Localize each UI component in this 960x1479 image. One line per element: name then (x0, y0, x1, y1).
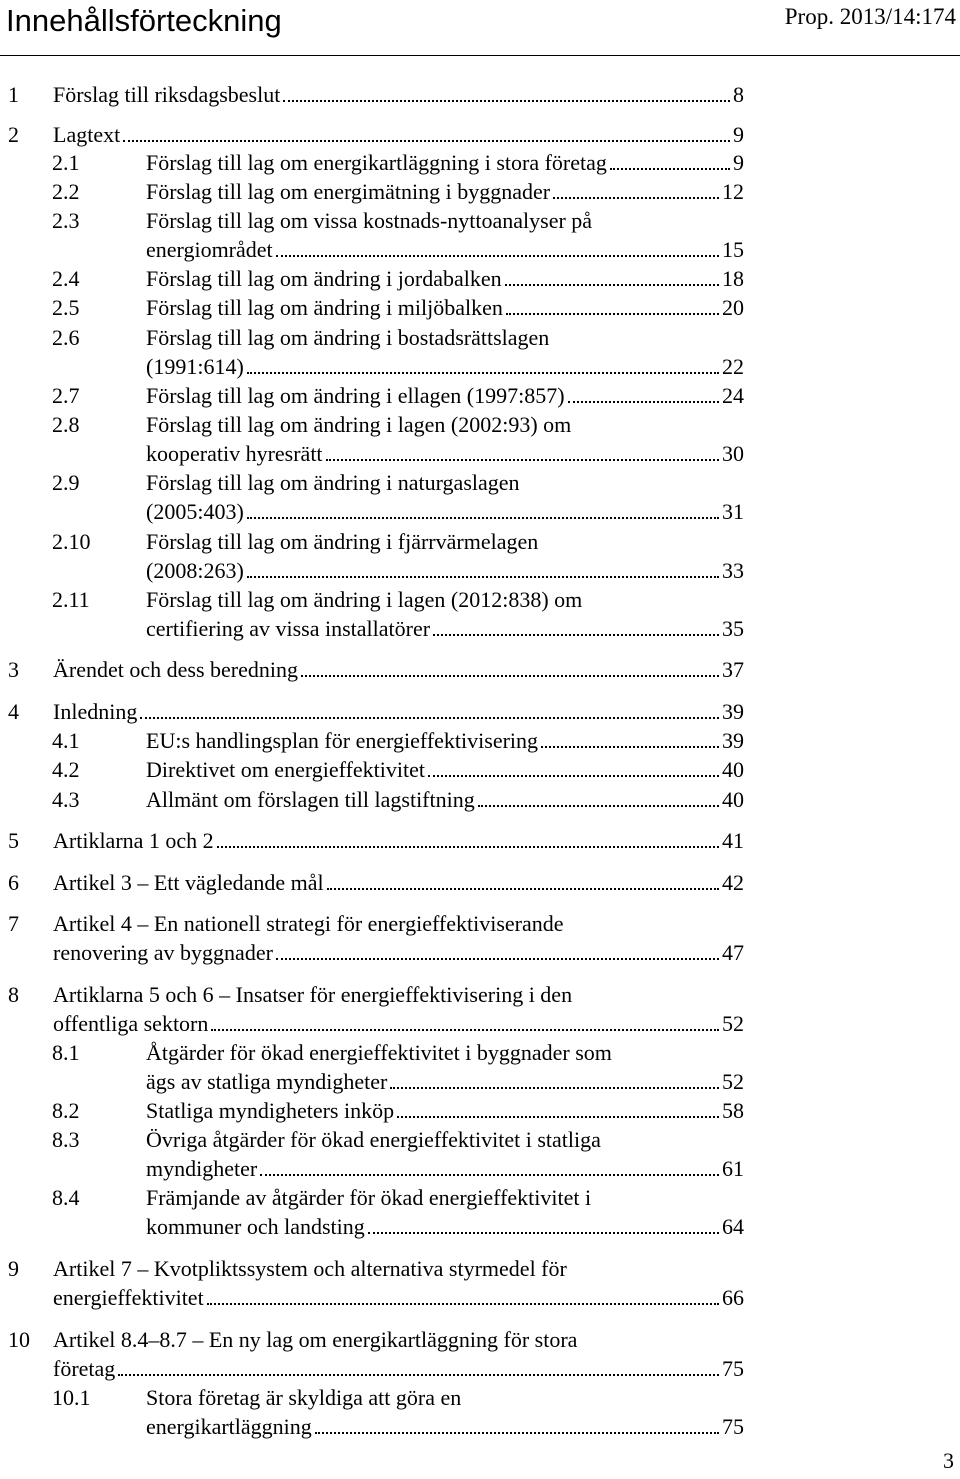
toc-page-number: 12 (722, 179, 744, 204)
dot-leader (123, 140, 730, 142)
toc-title: (1991:614) (146, 354, 244, 379)
toc-line (146, 1067, 744, 1096)
dot-leader (118, 1374, 719, 1376)
toc-entry[interactable] (0, 826, 960, 855)
toc-title: Övriga åtgärder för ökad energieffektivitet i statliga (146, 1127, 601, 1152)
dot-leader (553, 197, 719, 199)
toc-section-number: 2 (8, 122, 19, 147)
toc-section-number: 4.1 (52, 728, 80, 753)
toc-line (53, 1009, 744, 1038)
toc-section-number: 5 (8, 828, 19, 853)
toc-entry[interactable] (0, 80, 960, 109)
toc-title: Artikel 7 – Kvotpliktssystem och alternativa styrmedel för (53, 1256, 567, 1281)
toc-line (146, 235, 744, 264)
toc-page-number: 52 (722, 1011, 744, 1036)
dot-leader (247, 372, 719, 374)
toc-title: Förslag till lag om ändring i naturgaslagen (146, 470, 520, 495)
toc-entry-continuation[interactable] (0, 1125, 960, 1154)
toc-entry[interactable] (0, 755, 960, 784)
toc-entry[interactable] (0, 148, 960, 177)
toc-page-number: 18 (722, 266, 744, 291)
toc-entry[interactable] (0, 1009, 960, 1038)
toc-section-number: 2.7 (52, 383, 80, 408)
toc-page-number: 30 (722, 441, 744, 466)
toc-page-number: 64 (722, 1214, 744, 1239)
toc-line (146, 381, 744, 410)
page-number: 3 (943, 1448, 954, 1473)
toc-page-number: 66 (722, 1285, 744, 1310)
toc-line (146, 264, 744, 293)
toc-entry[interactable] (0, 1212, 960, 1241)
toc-line (146, 556, 744, 585)
toc-title: Förslag till riksdagsbeslut (53, 82, 281, 107)
toc-section-number: 2.2 (52, 179, 80, 204)
toc-line (53, 655, 744, 684)
dot-leader (397, 1116, 719, 1118)
dot-leader (217, 846, 719, 848)
toc-line (146, 1125, 601, 1154)
toc-section-number: 8 (8, 982, 19, 1007)
toc-entry[interactable] (0, 868, 960, 897)
toc-section-number: 10 (8, 1327, 30, 1352)
dot-leader (506, 313, 719, 315)
toc-entry[interactable] (0, 381, 960, 410)
toc-entry-continuation[interactable] (0, 1254, 960, 1283)
toc-title: Förslag till lag om ändring i lagen (2002:93) om (146, 412, 572, 437)
document-title: Innehållsförteckning (6, 3, 282, 38)
toc-title: Stora företag är skyldiga att göra en (146, 1385, 462, 1410)
dot-leader (315, 1432, 719, 1434)
toc-page-number: 58 (722, 1098, 744, 1123)
toc-entry-continuation[interactable] (0, 206, 960, 235)
toc-section-number: 2.1 (52, 150, 80, 175)
toc-entry-continuation[interactable] (0, 527, 960, 556)
toc-section-number: 2.6 (52, 325, 80, 350)
toc-section-number: 2.3 (52, 208, 80, 233)
toc-section-number: 2.5 (52, 295, 80, 320)
dot-leader (301, 675, 719, 677)
toc-line (146, 1154, 744, 1183)
toc-line (146, 410, 571, 439)
toc-title: Inledning (53, 699, 138, 724)
toc-page-number: 33 (722, 558, 744, 583)
dot-leader (327, 888, 719, 890)
toc-entry[interactable] (0, 1096, 960, 1125)
toc-section-number: 10.1 (52, 1385, 91, 1410)
toc-section-number: 2.9 (52, 470, 80, 495)
toc-line (146, 585, 582, 614)
toc-section-number: 8.1 (52, 1040, 80, 1065)
toc-line (53, 697, 744, 726)
toc-title: energikartläggning (146, 1414, 312, 1439)
toc-page-number: 22 (722, 354, 744, 379)
toc-section-number: 3 (8, 657, 19, 682)
dot-leader (276, 958, 719, 960)
toc-section-number: 7 (8, 911, 19, 936)
toc-title: Lagtext (53, 122, 121, 147)
toc-section-number: 4.3 (52, 787, 80, 812)
toc-entry-continuation[interactable] (0, 1038, 960, 1067)
toc-entry[interactable] (0, 785, 960, 814)
toc-line (146, 206, 592, 235)
toc-entry[interactable] (0, 938, 960, 967)
toc-entry[interactable] (0, 614, 960, 643)
toc-entry[interactable] (0, 726, 960, 755)
toc-line (146, 177, 744, 206)
toc-entry-continuation[interactable] (0, 468, 960, 497)
toc-line (146, 614, 744, 643)
toc-line (146, 726, 744, 755)
toc-entry-continuation[interactable] (0, 980, 960, 1009)
toc-page-number: 24 (722, 383, 744, 408)
toc-title: Direktivet om energieffektivitet (146, 757, 425, 782)
toc-entry[interactable] (0, 264, 960, 293)
toc-line (53, 120, 744, 149)
toc-page-number: 37 (722, 657, 744, 682)
toc-page-number: 40 (722, 787, 744, 812)
toc-page-number: 39 (722, 728, 744, 753)
toc-page-number: 47 (722, 940, 744, 965)
toc-title: renovering av byggnader (53, 940, 273, 965)
toc-page-number: 31 (722, 499, 744, 524)
toc-line (146, 1383, 461, 1412)
toc-line (146, 323, 549, 352)
toc-title: kommuner och landsting (146, 1214, 365, 1239)
toc-title: energiområdet (146, 237, 273, 262)
toc-line (146, 1212, 744, 1241)
toc-section-number: 8.3 (52, 1127, 80, 1152)
toc-title: företag (53, 1356, 116, 1381)
toc-line (53, 909, 564, 938)
toc-line (146, 497, 744, 526)
dot-leader (207, 1303, 719, 1305)
toc-title: (2008:263) (146, 558, 244, 583)
toc-line (146, 148, 744, 177)
toc-title: (2005:403) (146, 499, 244, 524)
toc-title: Artiklarna 5 och 6 – Insatser för energieffektivisering i den (53, 982, 573, 1007)
toc-line (53, 1283, 744, 1312)
toc-line (146, 755, 744, 784)
toc-line (53, 938, 744, 967)
toc-entry[interactable] (0, 1154, 960, 1183)
dot-leader (505, 284, 719, 286)
toc-line (53, 80, 744, 109)
toc-entry[interactable] (0, 120, 960, 149)
toc-entry-continuation[interactable] (0, 410, 960, 439)
toc-section-number: 8.4 (52, 1185, 80, 1210)
dot-leader (260, 1174, 719, 1176)
toc-entry[interactable] (0, 556, 960, 585)
toc-title: Förslag till lag om energikartläggning i stora företag (146, 150, 607, 175)
toc-section-number: 2.8 (52, 412, 80, 437)
toc-title: Förslag till lag om ändring i ellagen (1997:857) (146, 383, 565, 408)
toc-entry[interactable] (0, 439, 960, 468)
toc-entry[interactable] (0, 497, 960, 526)
dot-leader (211, 1029, 719, 1031)
toc-section-number: 2.4 (52, 266, 80, 291)
toc-title: Ärendet och dess beredning (53, 657, 298, 682)
dot-leader (541, 746, 719, 748)
toc-title: Förslag till lag om ändring i lagen (2012:838) om (146, 587, 583, 612)
toc-line (146, 527, 538, 556)
toc-page-number: 9 (733, 150, 744, 175)
toc-title: offentliga sektorn (53, 1011, 209, 1036)
dot-leader (428, 775, 719, 777)
dot-leader (283, 100, 730, 102)
toc-title: Artikel 4 – En nationell strategi för energieffektiviserande (53, 911, 564, 936)
toc-entry[interactable] (0, 1067, 960, 1096)
toc-title: Förslag till lag om ändring i jordabalken (146, 266, 502, 291)
toc-entry[interactable] (0, 1354, 960, 1383)
toc-entry[interactable] (0, 177, 960, 206)
toc-section-number: 2.10 (52, 529, 91, 554)
toc-title: Förslag till lag om ändring i bostadsrättslagen (146, 325, 550, 350)
toc-line (146, 1183, 591, 1212)
toc-entry[interactable] (0, 352, 960, 381)
toc-line (53, 826, 744, 855)
toc-line (146, 468, 520, 497)
toc-title: ägs av statliga myndigheter (146, 1069, 388, 1094)
toc-title: certifiering av vissa installatörer (146, 616, 431, 641)
toc-section-number: 4.2 (52, 757, 80, 782)
dot-leader (276, 255, 719, 257)
toc-page-number: 61 (722, 1156, 744, 1181)
toc-entry-continuation[interactable] (0, 909, 960, 938)
toc-page-number: 75 (722, 1414, 744, 1439)
toc-entry[interactable] (0, 655, 960, 684)
toc-title: Förslag till lag om energimätning i byggnader (146, 179, 551, 204)
toc-title: Förslag till lag om vissa kostnads-nyttoanalyser på (146, 208, 593, 233)
toc-page-number: 9 (733, 122, 744, 147)
toc-entry-continuation[interactable] (0, 585, 960, 614)
toc-title: Artikel 3 – Ett vägledande mål (53, 870, 324, 895)
toc-section-number: 2.11 (52, 587, 90, 612)
toc-entry[interactable] (0, 1412, 960, 1441)
toc-title: Åtgärder för ökad energieffektivitet i byggnader som (146, 1040, 612, 1065)
toc-line (146, 439, 744, 468)
toc-title: Artikel 8.4–8.7 – En ny lag om energikartläggning för stora (53, 1327, 578, 1352)
document-reference: Prop. 2013/14:174 (784, 4, 956, 29)
dot-leader (247, 517, 719, 519)
toc-section-number: 8.2 (52, 1098, 80, 1123)
toc-page-number: 75 (722, 1356, 744, 1381)
toc-page-number: 15 (722, 237, 744, 262)
toc-title: Allmänt om förslagen till lagstiftning (146, 787, 475, 812)
toc-title: Förslag till lag om ändring i fjärrvärmelagen (146, 529, 539, 554)
dot-leader (610, 168, 730, 170)
toc-title: Förslag till lag om ändring i miljöbalken (146, 295, 503, 320)
toc-line (53, 1354, 744, 1383)
toc-page-number: 20 (722, 295, 744, 320)
dot-leader (568, 401, 719, 403)
toc-entry-continuation[interactable] (0, 323, 960, 352)
dot-leader (140, 717, 719, 719)
toc-entry[interactable] (0, 235, 960, 264)
toc-line (146, 293, 744, 322)
dot-leader (368, 1232, 719, 1234)
dot-leader (247, 576, 719, 578)
toc-page-number: 41 (722, 828, 744, 853)
toc-entry[interactable] (0, 1283, 960, 1312)
dot-leader (433, 634, 719, 636)
toc-title: myndigheter (146, 1156, 258, 1181)
toc-line (146, 1038, 612, 1067)
toc-entry-continuation[interactable] (0, 1383, 960, 1412)
toc-section-number: 9 (8, 1256, 19, 1281)
toc-title: energieffektivitet (53, 1285, 204, 1310)
toc-entry[interactable] (0, 697, 960, 726)
toc-line (146, 1096, 744, 1125)
toc-page-number: 52 (722, 1069, 744, 1094)
toc-title: kooperativ hyresrätt (146, 441, 323, 466)
toc-entry-continuation[interactable] (0, 1325, 960, 1354)
toc-line (53, 1254, 567, 1283)
toc-line (146, 352, 744, 381)
toc-title: Artiklarna 1 och 2 (53, 828, 214, 853)
toc-page-number: 8 (733, 82, 744, 107)
toc-page-number: 42 (722, 870, 744, 895)
toc-title: Främjande av åtgärder för ökad energieffektivitet i (146, 1185, 592, 1210)
toc-section-number: 6 (8, 870, 19, 895)
dot-leader (390, 1087, 719, 1089)
dot-leader (478, 805, 719, 807)
toc-page-number: 39 (722, 699, 744, 724)
toc-entry[interactable] (0, 293, 960, 322)
toc-page-number: 40 (722, 757, 744, 782)
toc-line (146, 1412, 744, 1441)
toc-line (53, 868, 744, 897)
toc-entry-continuation[interactable] (0, 1183, 960, 1212)
toc-section-number: 4 (8, 699, 19, 724)
toc-title: Statliga myndigheters inköp (146, 1098, 395, 1123)
toc-section-number: 1 (8, 82, 19, 107)
toc-line (146, 785, 744, 814)
toc-title: EU:s handlingsplan för energieffektivisering (146, 728, 539, 753)
toc-line (53, 980, 572, 1009)
toc-line (53, 1325, 577, 1354)
dot-leader (326, 459, 719, 461)
toc-page-number: 35 (722, 616, 744, 641)
